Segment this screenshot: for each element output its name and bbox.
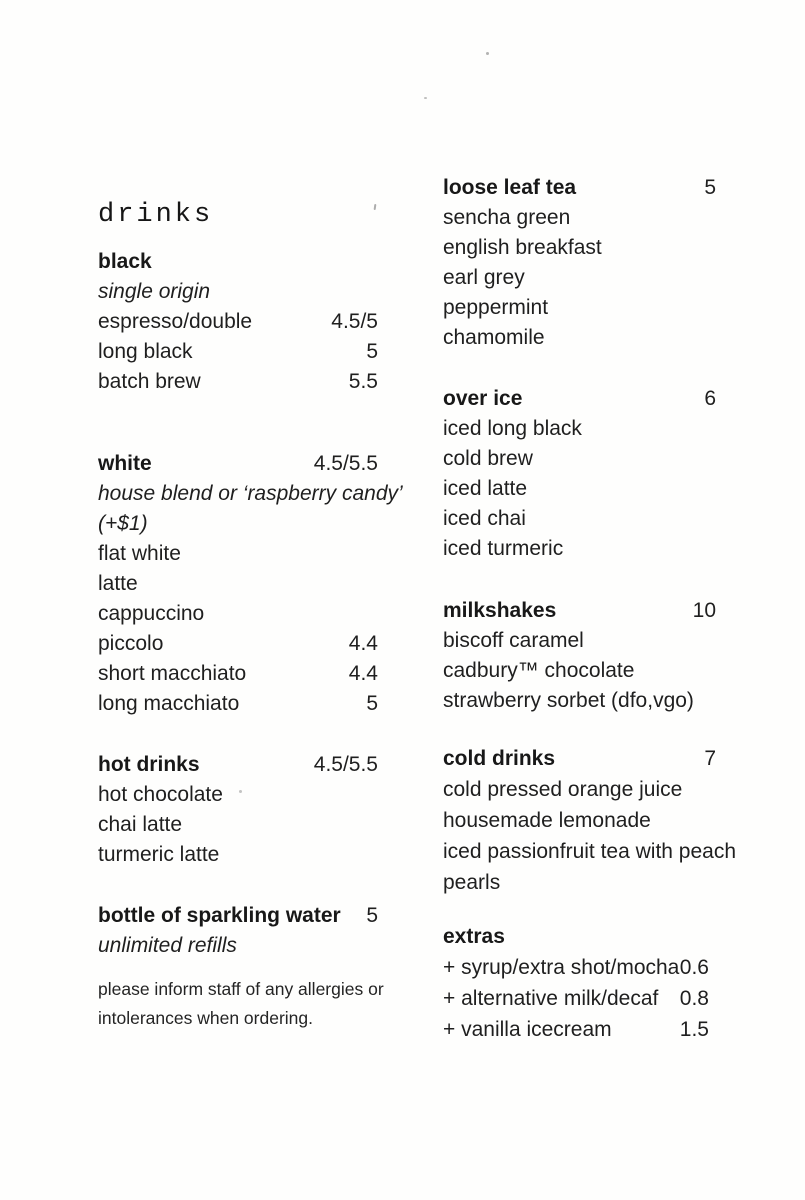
section-header-row <box>443 173 716 203</box>
item-label: short macchiato <box>98 662 247 685</box>
item-price: 5 <box>366 340 378 363</box>
item-label: + vanilla icecream <box>443 1018 612 1041</box>
allergy-note-line: please inform staff of any allergies or <box>98 979 384 999</box>
section-subtitle: unlimited refills <box>98 934 237 957</box>
section-subtitle-row <box>98 509 378 539</box>
item-flat-white <box>98 539 378 569</box>
item-label: iced chai <box>443 507 526 530</box>
item-label: latte <box>98 572 138 595</box>
item-iced-turmeric <box>443 534 716 564</box>
item-short-macchiato <box>98 659 378 689</box>
section-header-row <box>443 596 716 626</box>
item-price: 4.4 <box>348 662 378 685</box>
section-loose-leaf-tea <box>443 173 716 353</box>
section-extras <box>443 921 716 1045</box>
section-header: cold drinks <box>443 747 556 770</box>
item-label: piccolo <box>98 632 164 655</box>
item-label: cappuccino <box>98 602 205 625</box>
page-title: drinks <box>98 200 214 230</box>
section-header-row <box>98 901 378 931</box>
item-label: english breakfast <box>443 236 602 259</box>
section-price: 4.5/5.5 <box>313 753 378 776</box>
section-header: extras <box>443 925 505 948</box>
item-cold-brew <box>443 444 716 474</box>
item-label: cold brew <box>443 447 533 470</box>
item-price: 1.5 <box>679 1018 709 1041</box>
item-hot-chocolate <box>98 780 378 810</box>
section-black <box>98 247 378 397</box>
item-alternative-milk-decaf <box>443 983 716 1014</box>
item-chamomile <box>443 323 716 353</box>
item-label: cold pressed orange juice <box>443 778 683 801</box>
item-price: 0.8 <box>679 987 709 1010</box>
item-label: flat white <box>98 542 181 565</box>
section-header: bottle of sparkling water <box>98 904 341 927</box>
section-sparkling-water <box>98 901 378 961</box>
section-price: 5 <box>704 176 716 199</box>
item-label: housemade lemonade <box>443 809 651 832</box>
item-iced-chai <box>443 504 716 534</box>
section-header: loose leaf tea <box>443 176 577 199</box>
scan-speck <box>374 204 377 210</box>
scan-speck <box>424 97 427 99</box>
scan-speck <box>486 52 489 55</box>
item-label: biscoff caramel <box>443 629 584 652</box>
item-piccolo <box>98 629 378 659</box>
item-label: long black <box>98 340 193 363</box>
section-price: 4.5/5.5 <box>313 452 378 475</box>
item-latte <box>98 569 378 599</box>
allergy-note <box>98 975 384 1033</box>
item-price: 5.5 <box>348 370 378 393</box>
item-iced-long-black <box>443 414 716 444</box>
item-cadbury-chocolate <box>443 656 716 686</box>
item-long-macchiato <box>98 689 378 719</box>
item-label: long macchiato <box>98 692 240 715</box>
item-english-breakfast <box>443 233 716 263</box>
item-syrup-extra-shot-mocha <box>443 952 716 983</box>
item-espresso-double <box>98 307 378 337</box>
item-cappuccino <box>98 599 378 629</box>
item-label: batch brew <box>98 370 201 393</box>
section-price: 5 <box>366 904 378 927</box>
item-price: 5 <box>366 692 378 715</box>
item-price: 4.4 <box>348 632 378 655</box>
section-header: over ice <box>443 387 523 410</box>
section-hot-drinks <box>98 750 378 870</box>
section-header: white <box>98 452 152 475</box>
section-subtitle: single origin <box>98 280 211 303</box>
item-earl-grey <box>443 263 716 293</box>
item-label: iced turmeric <box>443 537 564 560</box>
item-sencha-green <box>443 203 716 233</box>
item-cold-pressed-orange-juice <box>443 774 716 805</box>
item-strawberry-sorbet <box>443 686 716 716</box>
section-white <box>98 449 403 719</box>
item-label: earl grey <box>443 266 525 289</box>
section-header: hot drinks <box>98 753 200 776</box>
item-price: 4.5/5 <box>331 310 378 333</box>
section-cold-drinks <box>443 743 737 898</box>
allergy-note-line: intolerances when ordering. <box>98 1008 313 1028</box>
section-over-ice <box>443 384 716 564</box>
section-subtitle-row <box>98 931 378 961</box>
item-long-black <box>98 337 378 367</box>
section-header-row <box>443 921 716 952</box>
section-price: 10 <box>692 599 716 622</box>
item-label: peppermint <box>443 296 549 319</box>
section-subtitle: (+$1) <box>98 512 148 535</box>
section-subtitle-row <box>98 277 378 307</box>
item-iced-latte <box>443 474 716 504</box>
section-subtitle-row <box>98 479 403 509</box>
item-label: + syrup/extra shot/mocha <box>443 956 680 979</box>
item-biscoff-caramel <box>443 626 716 656</box>
item-label: sencha green <box>443 206 571 229</box>
item-label: iced long black <box>443 417 582 440</box>
section-header: milkshakes <box>443 599 557 622</box>
section-header-row <box>98 449 378 479</box>
item-label: chamomile <box>443 326 545 349</box>
item-label: + alternative milk/decaf <box>443 987 659 1010</box>
item-label: pearls <box>443 871 501 894</box>
item-label: espresso/double <box>98 310 253 333</box>
section-header-row <box>98 247 378 277</box>
section-header: black <box>98 250 152 273</box>
item-label: iced latte <box>443 477 528 500</box>
item-batch-brew <box>98 367 378 397</box>
item-iced-passionfruit-tea-line2 <box>443 867 716 898</box>
item-label: turmeric latte <box>98 843 220 866</box>
item-label: strawberry sorbet (dfo,vgo) <box>443 689 694 712</box>
section-milkshakes <box>443 596 716 716</box>
item-price: 0.6 <box>679 956 709 979</box>
section-price: 6 <box>704 387 716 410</box>
section-subtitle: house blend or ‘raspberry candy’ <box>98 482 403 505</box>
section-header-row <box>443 384 716 414</box>
item-housemade-lemonade <box>443 805 716 836</box>
item-chai-latte <box>98 810 378 840</box>
item-label: iced passionfruit tea with peach <box>443 840 737 863</box>
item-peppermint <box>443 293 716 323</box>
item-label: hot chocolate <box>98 783 223 806</box>
item-turmeric-latte <box>98 840 378 870</box>
section-header-row <box>98 750 378 780</box>
section-header-row <box>443 743 716 774</box>
item-label: cadbury™ chocolate <box>443 659 635 682</box>
item-vanilla-icecream <box>443 1014 716 1045</box>
item-iced-passionfruit-tea <box>443 836 737 867</box>
section-price: 7 <box>704 747 716 770</box>
item-label: chai latte <box>98 813 183 836</box>
